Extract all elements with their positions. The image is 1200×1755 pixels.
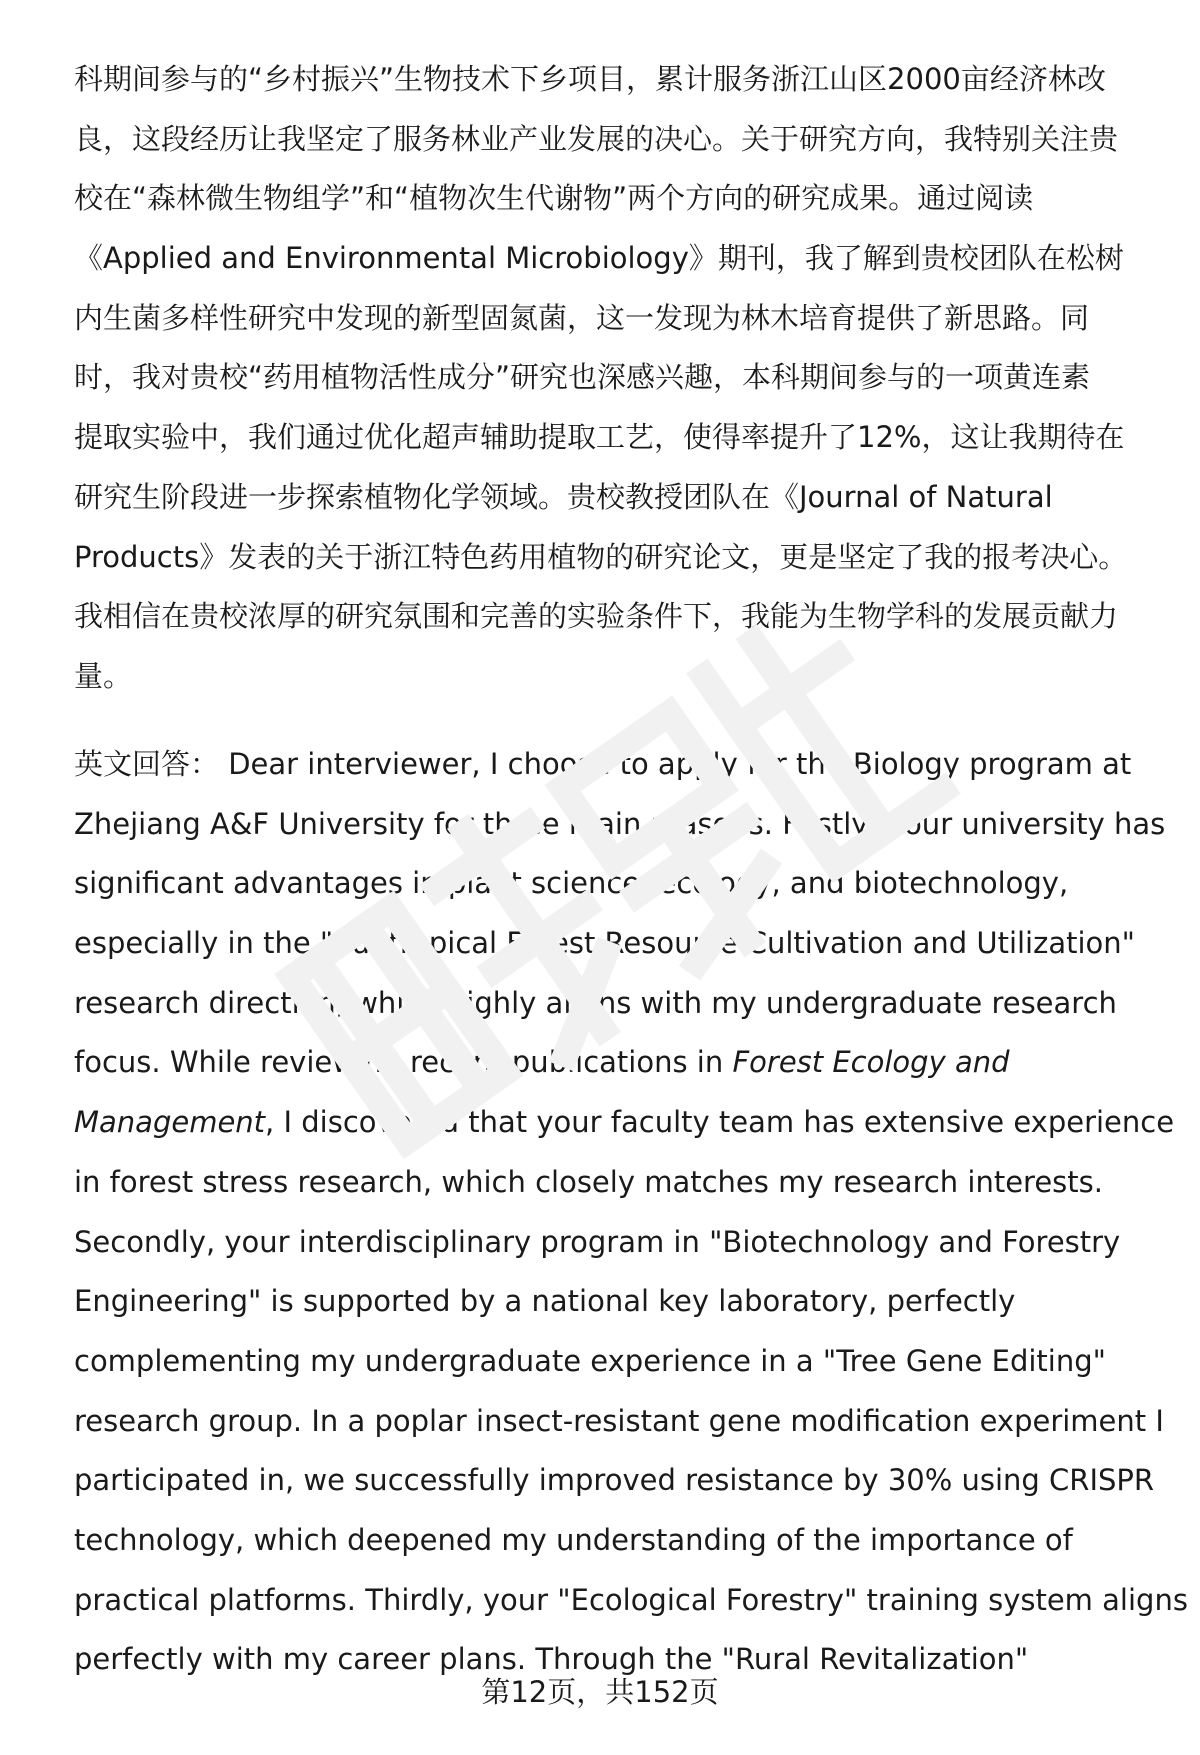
text-line: 科期间参与的“乡村振兴”生物技术下乡项目，累计服务浙江山区2000亩经济林改 <box>74 62 1106 96</box>
journal-title-italic: Management <box>74 1105 266 1140</box>
text-line: research direction, which highly aligns with my undergraduate research <box>74 985 1117 1020</box>
text-line: 校在“森林微生物组学”和“植物次生代谢物”两个方向的研究成果。通过阅读 <box>74 181 1034 216</box>
page-number-footer: 第12页，共152页 <box>481 1675 719 1709</box>
text-line: practical platforms. Thirdly, your "Ecological Forestry" training system aligns <box>74 1582 1188 1617</box>
english-answer-paragraph <box>74 735 1188 1690</box>
text-line: Engineering" is supported by a national key laboratory, perfectly <box>74 1284 1016 1319</box>
text-line: 研究生阶段进一步探索植物化学领域。贵校教授团队在《Journal of Natural <box>74 479 1053 514</box>
text-line: 提取实验中，我们通过优化超声辅助提取工艺，使得率提升了12%，这让我期待在 <box>74 420 1125 455</box>
text-line <box>74 1093 1188 1153</box>
text-line: 内生菌多样性研究中发现的新型固氮菌，这一发现为林木培育提供了新思路。同 <box>74 300 1090 335</box>
text-line: 良，这段经历让我坚定了服务林业产业发展的决心。关于研究方向，我特别关注贵 <box>74 121 1119 156</box>
text-line: participated in, we successfully improved resistance by 30% using CRISPR <box>74 1463 1155 1498</box>
text-segment: , I discovered that your faculty team has extensive experience <box>265 1105 1175 1140</box>
text-segment: focus. While reviewing recent publications in <box>74 1045 733 1080</box>
text-line: 我相信在贵校浓厚的研究氛围和完善的实验条件下，我能为生物学科的发展贡献力 <box>74 599 1119 634</box>
text-line <box>74 1033 1188 1093</box>
text-line: complementing my undergraduate experience in a "Tree Gene Editing" <box>74 1343 1106 1378</box>
text-line: Products》发表的关于浙江特色药用植物的研究论文，更是坚定了我的报考决心。 <box>74 539 1128 574</box>
text-line: perfectly with my career plans. Through the "Rural Revitalization" <box>74 1642 1029 1677</box>
text-line: Secondly, your interdisciplinary program in "Biotechnology and Forestry <box>74 1224 1121 1259</box>
text-line: 英文回答： Dear interviewer, I choose to apply for the Biology program at <box>74 747 1132 781</box>
text-line: in forest stress research, which closely matches my research interests. <box>74 1164 1103 1199</box>
text-line: significant advantages in plant science, ecology, and biotechnology, <box>74 866 1069 901</box>
text-line: Zhejiang A&F University for three main reasons. Firstly, your university has <box>74 806 1166 841</box>
text-line: 时，我对贵校“药用植物活性成分”研究也深感兴趣，本科期间参与的一项黄连素 <box>74 360 1091 395</box>
chinese-answer-paragraph <box>74 50 1127 707</box>
text-line: research group. In a poplar insect-resistant gene modification experiment I <box>74 1403 1164 1438</box>
text-line: technology, which deepened my understanding of the importance of <box>74 1522 1073 1557</box>
text-line: especially in the "Subtropical Forest Resource Cultivation and Utilization" <box>74 926 1135 961</box>
journal-title-italic: Forest Ecology and <box>732 1045 1010 1080</box>
text-line: 《Applied and Environmental Microbiology》期刊，我了解到贵校团队在松树 <box>74 241 1124 276</box>
text-line: 量。 <box>74 658 133 693</box>
